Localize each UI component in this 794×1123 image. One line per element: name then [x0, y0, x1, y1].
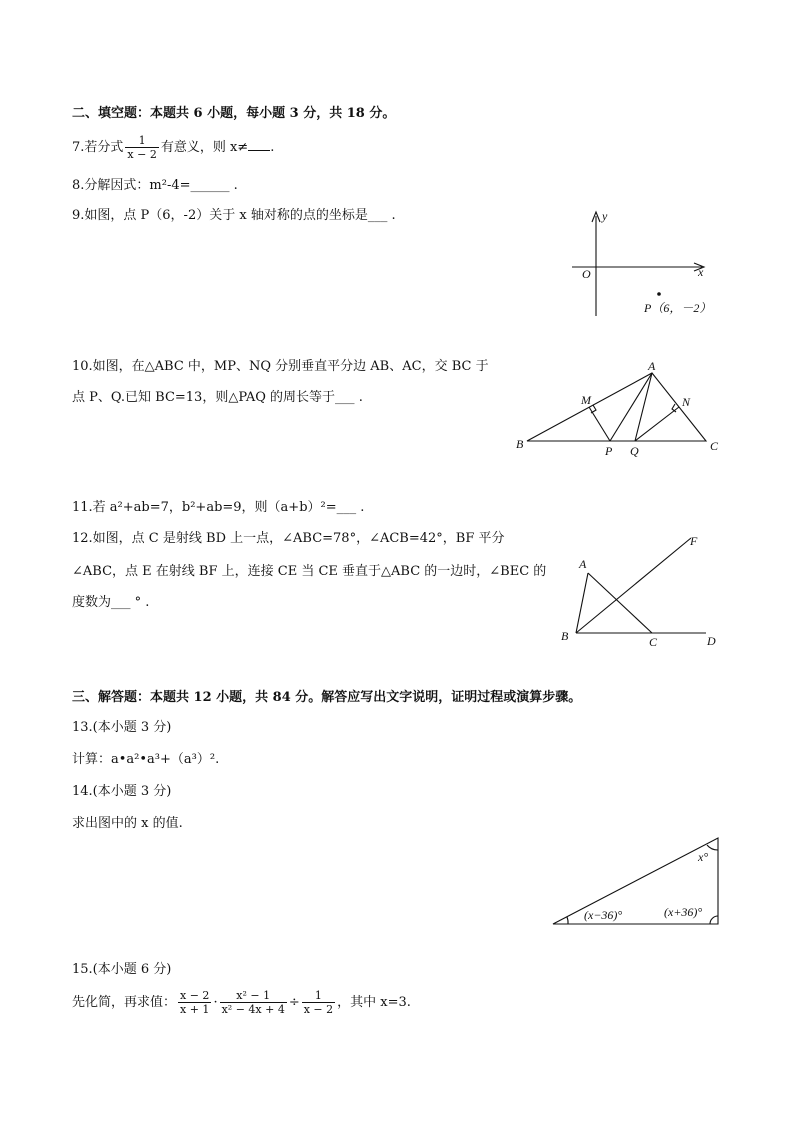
point-p: [657, 292, 661, 296]
q15-dot: ·: [213, 995, 218, 1010]
x-axis-label: x: [698, 265, 704, 279]
point-p-label: P（6，－2）: [644, 301, 712, 315]
question-7: [72, 134, 274, 162]
question-14-body: 求出图中的 x 的值.: [72, 816, 183, 831]
q7-frac-den: x − 2: [127, 148, 157, 161]
question-9: 9.如图，点 P（6，-2）关于 x 轴对称的点的坐标是___ .: [72, 208, 396, 223]
label-m: M: [581, 393, 591, 407]
section-3-heading: 三、解答题：本题共 12 小题，共 84 分。解答应写出文字说明，证明过程或演算步骤。: [72, 690, 582, 705]
label-a: A: [579, 557, 587, 571]
q7-frac-num: 1: [125, 134, 158, 148]
q12-angle-figure: [556, 528, 736, 653]
q15-f1-den: x + 1: [180, 1003, 210, 1016]
angle-right-label: (x+36)°: [664, 905, 703, 919]
q7-end: .: [270, 140, 275, 155]
q15-fraction-1: [178, 989, 211, 1016]
q15-suffix: ，其中 x=3.: [337, 995, 411, 1010]
label-n: N: [682, 395, 691, 409]
q15-f1-num: x − 2: [180, 989, 210, 1002]
q15-f3-den: x − 2: [303, 1003, 334, 1016]
question-12-line-1: 12.如图，点 C 是射线 BD 上一点，∠ABC=78°，∠ACB=42°，BF 平分: [72, 531, 505, 546]
question-15-body: [72, 988, 411, 1018]
angle-left-label: (x−36)°: [584, 908, 623, 922]
q15-div: ÷: [288, 995, 300, 1010]
q15-fraction-2: [220, 989, 287, 1016]
q10-triangle-figure: [512, 358, 732, 463]
line-nq: [635, 407, 679, 441]
y-axis-label: y: [602, 209, 608, 223]
question-13-body: 计算：a•a²•a³+（a³）².: [72, 752, 220, 767]
angle-top-label: x°: [698, 850, 709, 864]
line-ap: [610, 373, 652, 441]
label-a: A: [648, 359, 656, 373]
right-angle-n: [672, 404, 676, 412]
question-12-line-3: 度数为___ ° .: [72, 595, 150, 610]
question-14-title: 14.(本小题 3 分): [72, 784, 172, 799]
q9-coordinate-figure: [560, 200, 740, 325]
q7-answer-blank[interactable]: [248, 138, 270, 151]
question-10-line-2: 点 P、Q.已知 BC=13，则△PAQ 的周长等于___ .: [72, 390, 363, 405]
question-13-title: 13.(本小题 3 分): [72, 720, 172, 735]
line-aq: [635, 373, 652, 441]
question-8: 8.分解因式：m²-4=______ .: [72, 178, 238, 193]
ray-bf: [576, 538, 691, 633]
question-12-line-2: ∠ABC，点 E 在射线 BF 上，连接 CE 当 CE 垂直于△ABC 的一边时，∠BEC 的: [72, 564, 547, 579]
label-b: B: [561, 629, 569, 643]
q7-prefix: 7.若分式: [72, 140, 124, 155]
origin-label: O: [582, 267, 591, 281]
label-c: C: [649, 635, 658, 649]
q15-prefix: 先化简，再求值：: [72, 995, 177, 1010]
label-q: Q: [630, 444, 639, 458]
segment-ac: [588, 573, 652, 633]
q7-suffix: 有意义，则 x≠: [160, 140, 249, 155]
label-c: C: [710, 439, 719, 453]
label-p: P: [605, 444, 613, 458]
angle-arc-left: [567, 917, 568, 924]
q14-triangle-figure: [550, 834, 725, 929]
angle-arc-right: [710, 916, 718, 924]
question-15-title: 15.(本小题 6 分): [72, 962, 172, 977]
q7-fraction: [125, 134, 158, 161]
label-b: B: [516, 437, 524, 451]
question-11: 11.若 a²+ab=7，b²+ab=9，则（a+b）²=___ .: [72, 500, 365, 515]
section-2-heading: 二、填空题：本题共 6 小题，每小题 3 分，共 18 分。: [72, 106, 396, 121]
q15-f2-num: x² − 1: [220, 989, 287, 1003]
label-d: D: [707, 634, 716, 648]
q15-fraction-3: [302, 989, 335, 1016]
q15-f3-num: 1: [302, 989, 335, 1003]
q15-f2-den: x² − 4x + 4: [221, 1003, 285, 1016]
question-10-line-1: 10.如图，在△ABC 中，MP、NQ 分别垂直平分边 AB、AC，交 BC 于: [72, 359, 489, 374]
label-f: F: [690, 534, 698, 548]
angle-arc-top: [707, 845, 718, 850]
